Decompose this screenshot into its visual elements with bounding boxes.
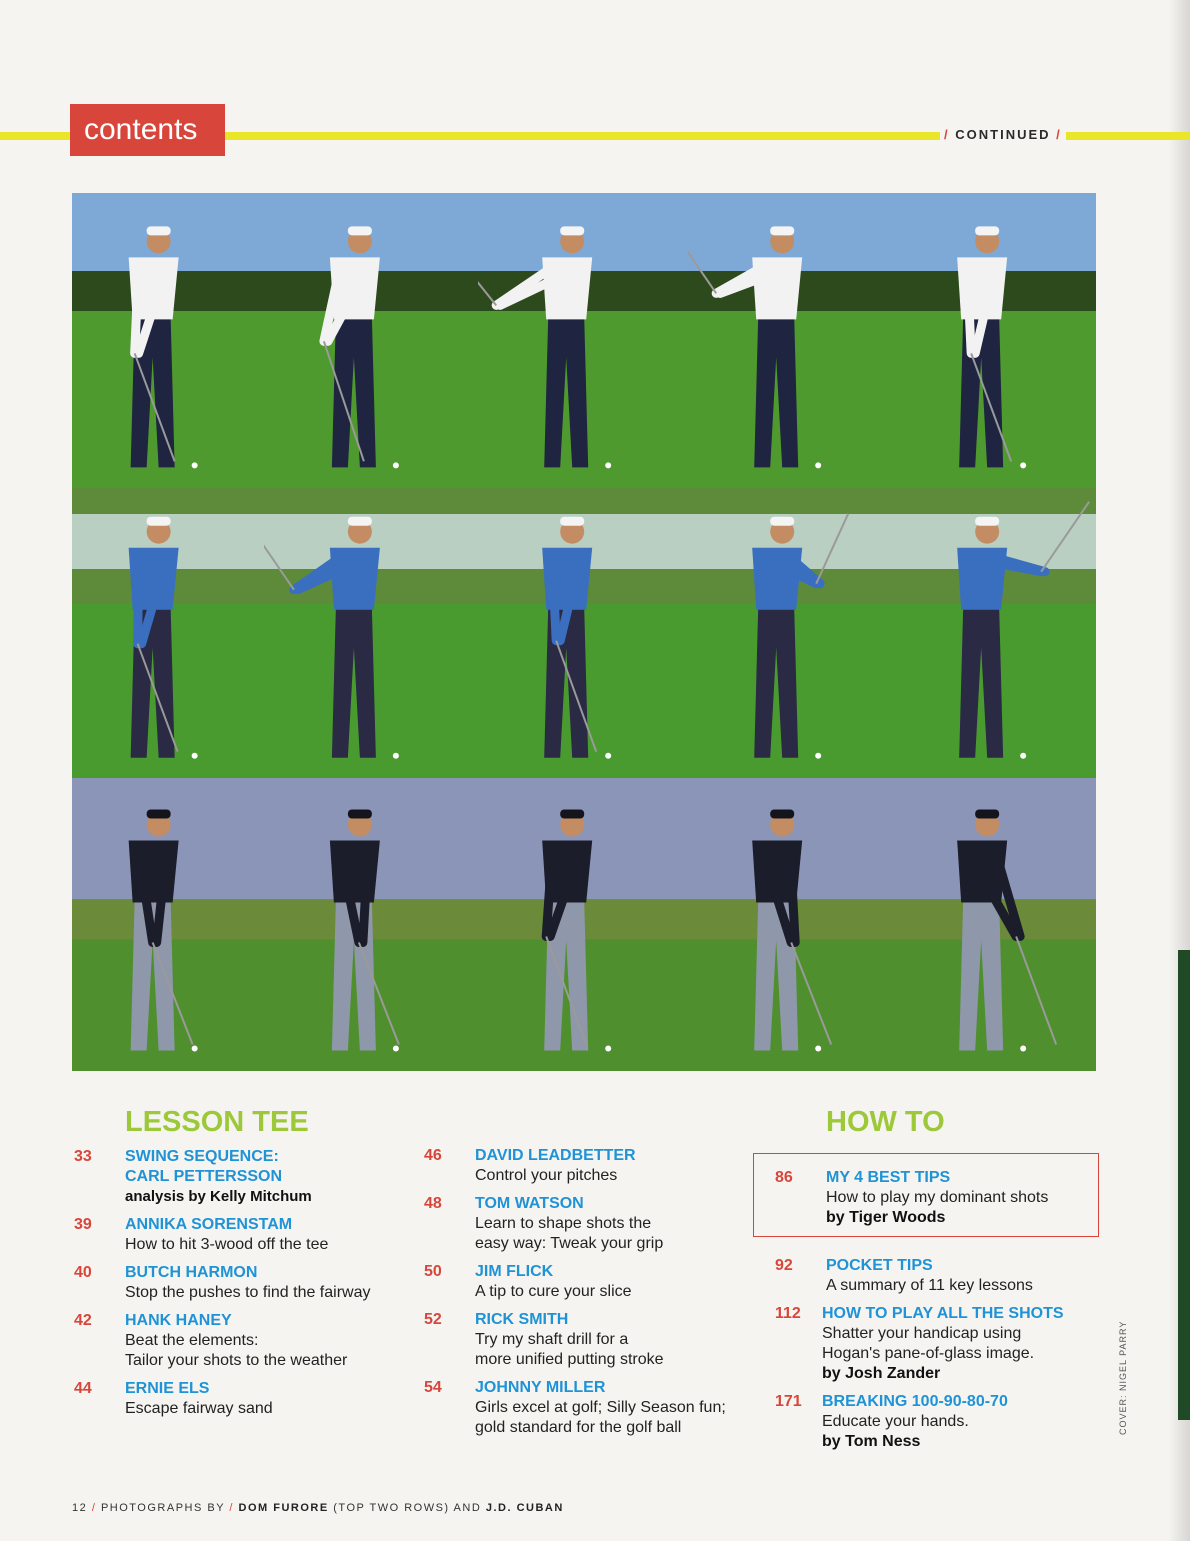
- continued-text: CONTINUED: [955, 127, 1051, 142]
- swing-sequence-photo-grid: [72, 193, 1096, 1071]
- toc-page-number: 112: [775, 1305, 801, 1322]
- toc-entry-title: JIM FLICK: [475, 1263, 554, 1280]
- page-edge-strip: [1178, 950, 1190, 1420]
- golfer-illustration: [898, 778, 1096, 1071]
- golf-ball: [192, 1045, 198, 1051]
- slash-glyph: /: [1056, 127, 1062, 142]
- golfer-illustration: [478, 488, 688, 778]
- golfer-cap: [560, 809, 584, 818]
- toc-entry-title: BUTCH HARMON: [125, 1264, 258, 1281]
- toc-page-number: 50: [424, 1263, 442, 1280]
- page-number: 12: [72, 1502, 88, 1514]
- toc-entry-description: How to hit 3-wood off the tee: [125, 1236, 329, 1253]
- toc-page-number: 171: [775, 1393, 802, 1410]
- golfer-illustration: [478, 778, 688, 1071]
- toc-entry-description: Try my shaft drill for a: [475, 1331, 629, 1348]
- golfer-illustration: [264, 488, 478, 778]
- toc-page-number: 92: [775, 1257, 793, 1274]
- photographer-name: DOM FURORE: [238, 1502, 329, 1514]
- swing-photo-frame: [72, 778, 264, 1071]
- toc-entry-description: Control your pitches: [475, 1167, 618, 1184]
- golfer-arm: [552, 558, 556, 641]
- photo-row-3: [72, 778, 1096, 1071]
- toc-entry-byline: by Tiger Woods: [826, 1209, 946, 1226]
- golfer-arm: [790, 850, 795, 942]
- toc-page-number: 54: [424, 1379, 442, 1396]
- toc-entry-byline: by Josh Zander: [822, 1365, 941, 1382]
- golfer-cap: [770, 809, 794, 818]
- golf-ball: [1020, 1045, 1026, 1051]
- toc-entry-title: MY 4 BEST TIPS: [826, 1169, 951, 1186]
- swing-photo-frame: [688, 488, 898, 778]
- photo-row-1: [72, 193, 1096, 488]
- golfer-cap: [147, 809, 171, 818]
- golf-ball: [1020, 753, 1026, 759]
- swing-photo-frame: [264, 193, 478, 488]
- golfer-cap: [348, 226, 372, 235]
- golfer-cap: [975, 809, 999, 818]
- toc-entry-title: DAVID LEADBETTER: [475, 1147, 636, 1164]
- golf-ball: [605, 1045, 611, 1051]
- toc-entry-title: HOW TO PLAY ALL THE SHOTS: [822, 1305, 1064, 1322]
- toc-entry-description: Educate your hands.: [822, 1413, 969, 1430]
- toc-page-number: 44: [74, 1380, 92, 1397]
- toc-entry-title: BREAKING 100-90-80-70: [822, 1393, 1008, 1410]
- toc-entry-title: CARL PETTERSSON: [125, 1168, 283, 1185]
- golfer-cap: [770, 517, 794, 526]
- golfer-cap: [348, 809, 372, 818]
- credit-note: (TOP TWO ROWS) AND: [333, 1502, 482, 1514]
- golf-ball: [393, 462, 399, 468]
- golf-ball: [192, 462, 198, 468]
- golfer-cap: [147, 517, 171, 526]
- swing-photo-frame: [72, 488, 264, 778]
- golfer-illustration: [478, 193, 688, 488]
- golf-ball: [393, 1045, 399, 1051]
- swing-photo-frame: [688, 193, 898, 488]
- swing-photo-frame: [688, 778, 898, 1071]
- golfer-illustration: [688, 488, 898, 778]
- slash-glyph: /: [91, 1502, 97, 1514]
- toc-entry-title: JOHNNY MILLER: [475, 1379, 606, 1396]
- golfer-illustration: [264, 193, 478, 488]
- swing-photo-frame: [264, 778, 478, 1071]
- golfer-illustration: [72, 193, 264, 488]
- toc-entry-description: Girls excel at golf; Silly Season fun;: [475, 1399, 726, 1416]
- contents-tab: [70, 104, 225, 156]
- toc-entry-description: How to play my dominant shots: [826, 1189, 1049, 1206]
- toc-page-number: 52: [424, 1311, 442, 1328]
- toc-page-number: 86: [775, 1169, 793, 1186]
- slash-glyph: /: [944, 127, 950, 142]
- swing-photo-frame: [898, 193, 1096, 488]
- golfer-illustration: [72, 488, 264, 778]
- toc-entry-description: more unified putting stroke: [475, 1351, 664, 1368]
- toc-entry-title: SWING SEQUENCE:: [125, 1148, 279, 1165]
- toc-page-number: 33: [74, 1148, 92, 1165]
- toc-entry-description: Escape fairway sand: [125, 1400, 273, 1417]
- contents-label: contents: [84, 113, 198, 146]
- lesson-tee-heading: LESSON TEE: [125, 1106, 309, 1138]
- toc-entry-title: HANK HANEY: [125, 1312, 232, 1329]
- toc-entry-title: ERNIE ELS: [125, 1380, 210, 1397]
- toc-page-number: 42: [74, 1312, 92, 1329]
- cover-credit: COVER: NIGEL PARRY: [1118, 1320, 1128, 1435]
- toc-entry-description: A summary of 11 key lessons: [826, 1277, 1033, 1294]
- toc-entry-byline: by Tom Ness: [822, 1433, 921, 1450]
- swing-photo-frame: [898, 488, 1096, 778]
- slash-glyph: /: [229, 1502, 234, 1514]
- swing-photo-frame: [264, 488, 478, 778]
- swing-photo-frame: [478, 778, 688, 1071]
- toc-page-number: 40: [74, 1264, 92, 1281]
- golfer-arm: [135, 267, 139, 353]
- golfer-arm: [363, 850, 368, 942]
- golfer-illustration: [688, 778, 898, 1071]
- golf-ball: [815, 1045, 821, 1051]
- golfer-cap: [147, 226, 171, 235]
- toc-page-number: 39: [74, 1216, 92, 1233]
- toc-entry-title: TOM WATSON: [475, 1195, 584, 1212]
- golfer-arm: [967, 267, 971, 353]
- photo-row-2: [72, 488, 1096, 778]
- toc-entry-description: gold standard for the golf ball: [475, 1419, 682, 1436]
- toc-entry-description: easy way: Tweak your grip: [475, 1235, 664, 1252]
- how-to-heading: HOW TO: [826, 1106, 945, 1138]
- toc-entry-description: Tailor your shots to the weather: [125, 1352, 348, 1369]
- toc-page-number: 48: [424, 1195, 442, 1212]
- golfer-illustration: [688, 193, 898, 488]
- golf-ball: [393, 753, 399, 759]
- golfer-cap: [770, 226, 794, 235]
- golf-ball: [605, 753, 611, 759]
- swing-photo-frame: [478, 193, 688, 488]
- toc-entry-description: Hogan's pane-of-glass image.: [822, 1345, 1035, 1362]
- golfer-illustration: [898, 193, 1096, 488]
- golfer-illustration: [72, 778, 264, 1071]
- golfer-illustration: [264, 778, 478, 1071]
- golfer-cap: [560, 517, 584, 526]
- photo-credit-footer: [72, 1502, 564, 1514]
- photographer-name: J.D. CUBAN: [485, 1502, 564, 1514]
- golf-ball: [1020, 462, 1026, 468]
- toc-entry-description: A tip to cure your slice: [475, 1283, 632, 1300]
- toc-entry-title: POCKET TIPS: [826, 1257, 933, 1274]
- golf-ball: [192, 753, 198, 759]
- golfer-cap: [975, 226, 999, 235]
- continued-label: [940, 127, 1066, 142]
- toc-entry-description: Beat the elements:: [125, 1332, 259, 1349]
- photographs-by-label: PHOTOGRAPHS BY: [100, 1502, 225, 1514]
- swing-photo-frame: [72, 193, 264, 488]
- golfer-cap: [975, 517, 999, 526]
- toc-entry-description: Learn to shape shots the: [475, 1215, 652, 1232]
- golf-ball: [815, 753, 821, 759]
- golfer-cap: [348, 517, 372, 526]
- golfer-illustration: [898, 488, 1096, 778]
- swing-photo-frame: [478, 488, 688, 778]
- toc-page-number: 46: [424, 1147, 442, 1164]
- toc-entry-byline: analysis by Kelly Mitchum: [125, 1188, 312, 1205]
- golf-ball: [605, 462, 611, 468]
- golfer-arm: [138, 558, 139, 644]
- toc-entry-title: RICK SMITH: [475, 1311, 569, 1328]
- toc-entry-title: ANNIKA SORENSTAM: [125, 1216, 293, 1233]
- golf-ball: [815, 462, 821, 468]
- swing-photo-frame: [898, 778, 1096, 1071]
- golfer-cap: [560, 226, 584, 235]
- toc-entry-description: Shatter your handicap using: [822, 1325, 1022, 1342]
- toc-entry-description: Stop the pushes to find the fairway: [125, 1284, 371, 1301]
